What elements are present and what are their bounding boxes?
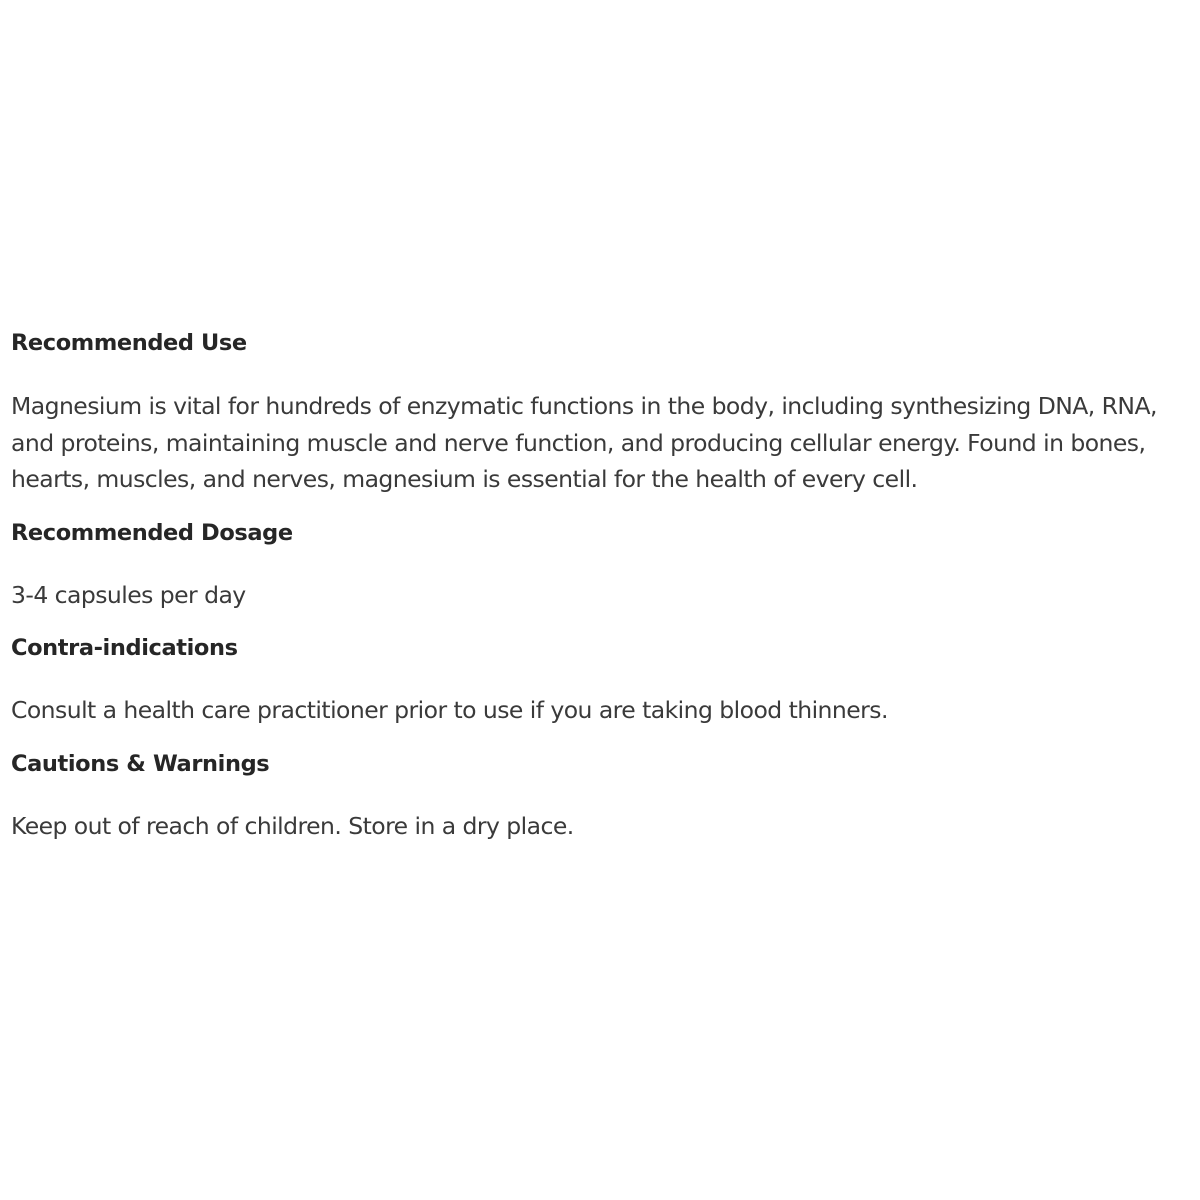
product-info-document — [11, 325, 1196, 861]
section-recommended-dosage — [11, 515, 1196, 614]
section-body: Magnesium is vital for hundreds of enzymatic functions in the body, including synthesizing DNA, RNA, and proteins, maintaining muscle and nerve function, and producing cellular energy. Found in bones, hearts, muscles, and nerves, magnesium is essential for the health of every cell. — [11, 392, 1157, 493]
section-contra-indications — [11, 630, 1196, 729]
section-body: Consult a health care practitioner prior to use if you are taking blood thinners. — [11, 696, 888, 724]
section-heading: Recommended Dosage — [11, 519, 293, 546]
section-heading: Cautions & Warnings — [11, 750, 270, 777]
section-heading: Contra-indications — [11, 635, 238, 661]
section-body: 3-4 capsules per day — [11, 580, 246, 609]
section-body: Keep out of reach of children. Store in a dry place. — [11, 811, 574, 840]
section-recommended-use — [11, 325, 1196, 498]
section-cautions-warnings — [11, 746, 1196, 845]
section-heading: Recommended Use — [11, 330, 247, 356]
